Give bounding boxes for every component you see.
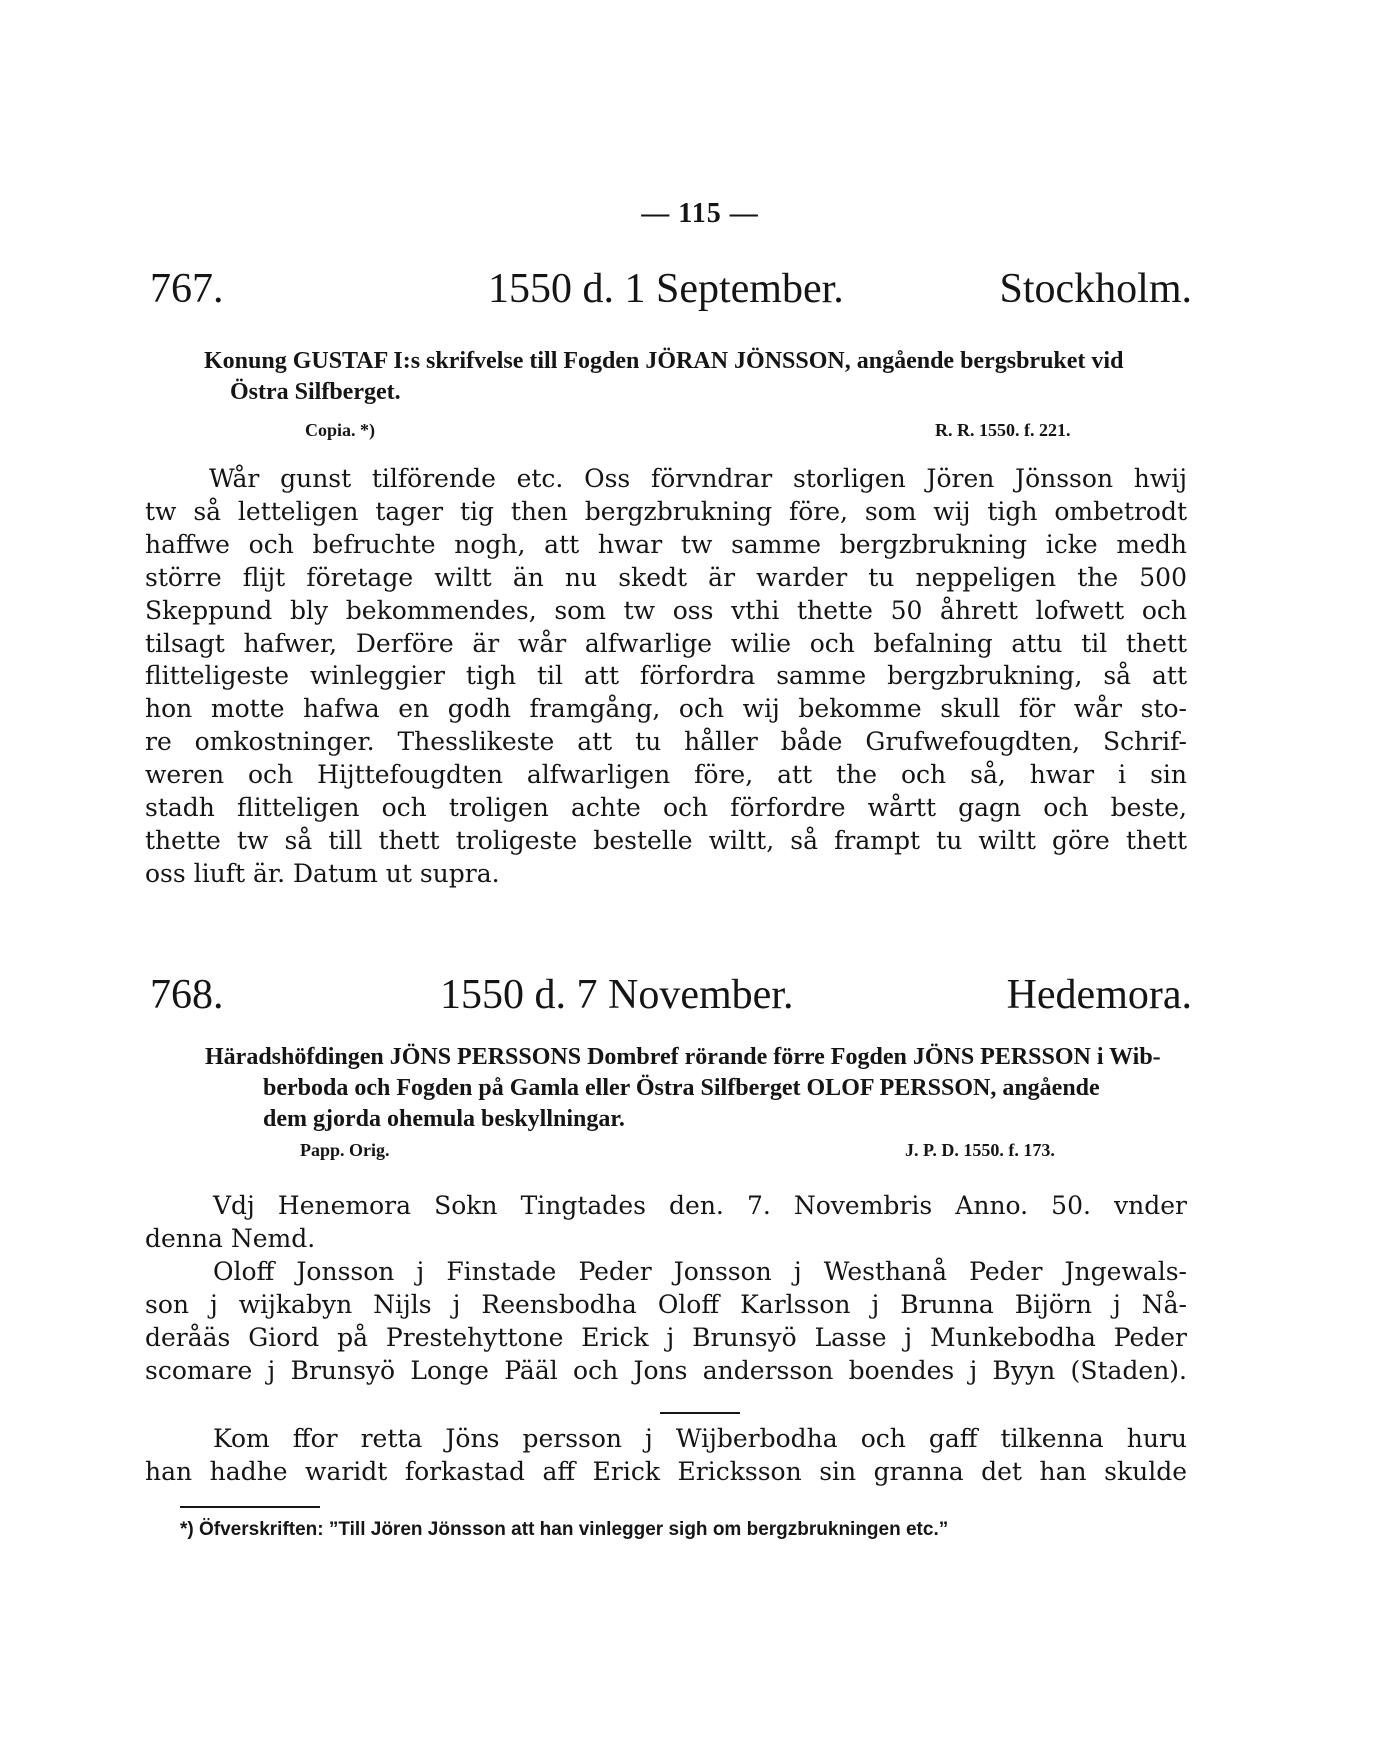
text-line: tw så letteligen tager tig then bergzbrukning före, som wij tigh ombetrodt (145, 496, 1187, 526)
text-line: flitteligeste winleggier tigh til att förfordra samme bergzbrukning, så att (145, 661, 1187, 691)
text-line: deråäs Giord på Prestehyttone Erick j Brunsyö Lasse j Munkebodha Peder (145, 1322, 1187, 1352)
text-line: hon motte hafwa en godh framgång, och wij bekomme skull för wår sto- (145, 694, 1187, 724)
text-line: denna Nemd. (145, 1223, 316, 1253)
text-line: weren och Hijttefougdten alfwarligen före, att the och så, hwar i sin (145, 760, 1187, 790)
entry-date: 1550 d. 1 September. (488, 266, 844, 312)
text-line: större flijt företage wiltt än nu skedt är warder tu neppeligen the 500 (145, 562, 1187, 592)
text-line: haffwe och befruchte nogh, att hwar tw samme bergzbrukning icke medh (145, 529, 1187, 559)
summary-line: Häradshöfdingen JÖNS PERSSONS Dombref rörande förre Fogden JÖNS PERSSON i Wib- (205, 1044, 1161, 1070)
document-body (145, 463, 1187, 891)
entry-summary (205, 1042, 1190, 1135)
text-line: Oloff Jonsson j Finstade Peder Jonsson j Westhanå Peder Jngewals- (213, 1256, 1187, 1286)
entry-summary (204, 346, 1194, 408)
source-reference-left: Copia. *) (305, 420, 376, 440)
summary-line: dem gjorda ohemula beskyllningar. (263, 1106, 625, 1132)
footnote-rule (180, 1506, 320, 1508)
summary-line: Konung GUSTAF I:s skrifvelse till Fogden JÖRAN JÖNSSON, angående bergsbruket vid (204, 348, 1124, 374)
source-reference-right: R. R. 1550. f. 221. (935, 420, 1071, 440)
entry-place: Stockholm. (999, 266, 1192, 312)
entry-place: Hedemora. (1006, 972, 1192, 1018)
text-line: han hadhe waridt forkastad aff Erick Ericksson sin granna det han skulde (145, 1456, 1187, 1486)
text-line: tilsagt hafwer, Derföre är wår alfwarlige wilie och befalning attu til thett (145, 628, 1187, 658)
source-reference-right: J. P. D. 1550. f. 173. (905, 1140, 1055, 1160)
document-body-continued (145, 1423, 1187, 1489)
section-divider (660, 1412, 740, 1414)
text-line: son j wijkabyn Nijls j Reensbodha Oloff Karlsson j Brunna Bijörn j Nå- (145, 1289, 1187, 1319)
footnote: *) Öfverskriften: ”Till Jören Jönsson att han vinlegger sigh om bergzbrukningen etc.” (180, 1519, 949, 1540)
page-number: — 115 — (641, 198, 759, 229)
entry-number: 767. (150, 266, 224, 312)
text-line: Wår gunst tilförende etc. Oss förvndrar storligen Jören Jönsson hwij (209, 464, 1187, 493)
summary-line: Östra Silfberget. (230, 379, 401, 405)
text-line: re omkostninger. Thesslikeste att tu håller både Grufwefougdten, Schrif- (145, 727, 1187, 757)
text-line: stadh flitteligen och troligen achte och förfordre wårtt gagn och beste, (145, 793, 1187, 823)
text-line: oss liuft är. Datum ut supra. (145, 858, 500, 888)
entry-date: 1550 d. 7 November. (440, 972, 794, 1018)
text-line: thette tw så till thett troligeste bestelle wiltt, så frampt tu wiltt göre thett (145, 825, 1187, 855)
text-line: Kom ffor retta Jöns persson j Wijberbodha och gaff tilkenna huru (213, 1424, 1187, 1453)
document-body (145, 1190, 1187, 1387)
text-line: scomare j Brunsyö Longe Pääl och Jons andersson boendes j Byyn (Staden). (145, 1355, 1187, 1385)
summary-line: berboda och Fogden på Gamla eller Östra Silfberget OLOF PERSSON, angående (263, 1075, 1100, 1101)
source-reference-left: Papp. Orig. (300, 1140, 390, 1160)
entry-number: 768. (150, 972, 224, 1018)
text-line: Vdj Henemora Sokn Tingtades den. 7. Novembris Anno. 50. vnder (213, 1191, 1187, 1220)
text-line: Skeppund bly bekommendes, som tw oss vthi thette 50 åhrett lofwett och (145, 595, 1187, 625)
